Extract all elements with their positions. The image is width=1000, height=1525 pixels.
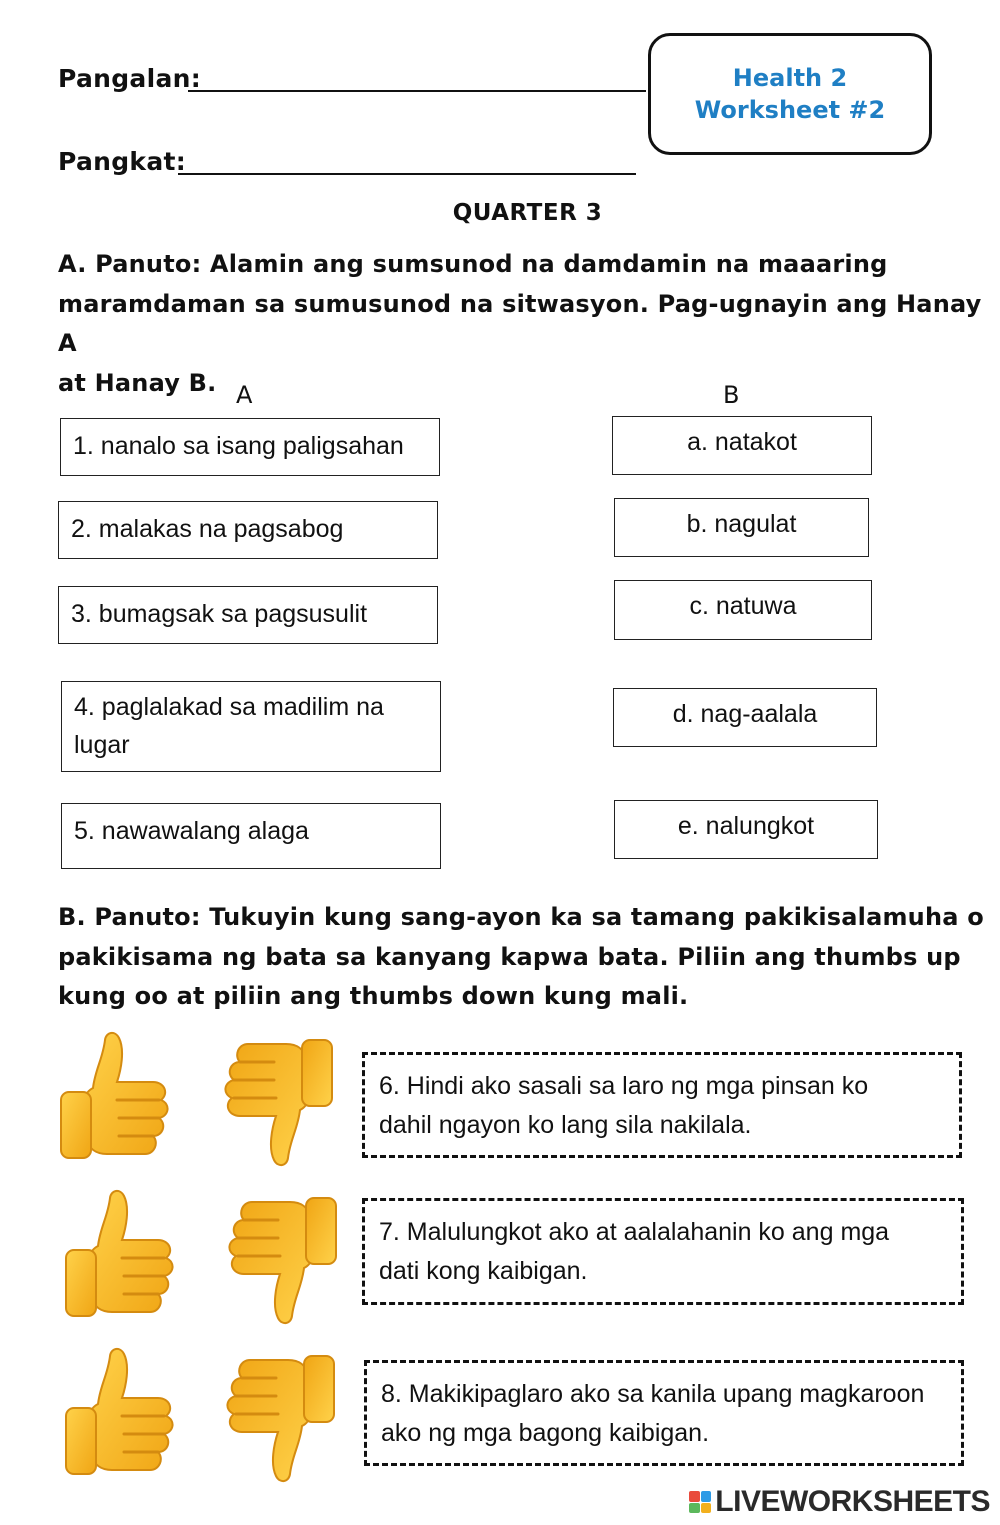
instruction-line: B. Panuto: Tukuyin kung sang-ayon ka sa tamang pakikisalamuha o: [58, 903, 984, 931]
title-box: [648, 33, 932, 155]
statement-line: dati kong kaibigan.: [379, 1257, 588, 1285]
statement-line: 7. Malulungkot ako at aalalahanin ko ang mga: [379, 1218, 890, 1246]
name-label: Pangalan:: [58, 64, 202, 93]
statement-line: ako ng mga bagong kaibigan.: [381, 1419, 710, 1447]
name-line[interactable]: [188, 90, 646, 92]
thumbs-down-icon[interactable]: [218, 1030, 338, 1168]
column-b-item-b[interactable]: b. nagulat: [614, 498, 869, 557]
column-b-header: B: [723, 381, 740, 409]
thumbs-up-icon[interactable]: [60, 1188, 180, 1326]
column-a-item-3[interactable]: 3. bumagsak sa pagsusulit: [58, 586, 438, 644]
column-a-item-5[interactable]: 5. nawawalang alaga: [61, 803, 441, 869]
column-b-item-d[interactable]: d. nag-aalala: [613, 688, 877, 747]
liveworksheets-logo: [689, 1485, 990, 1519]
quarter-heading: QUARTER 3: [452, 200, 603, 226]
section-line[interactable]: [178, 173, 636, 175]
part-a-instruction: [58, 245, 1000, 403]
statement-box-8: [364, 1360, 964, 1466]
instruction-line: maramdaman sa sumusunod na sitwasyon. Pag-ugnayin ang Hanay A: [58, 289, 982, 357]
column-a-header: A: [236, 381, 253, 409]
instruction-line: kung oo at piliin ang thumbs down kung mali.: [58, 982, 689, 1010]
thumbs-up-icon[interactable]: [55, 1030, 175, 1168]
subject-title: Health 2: [732, 64, 848, 92]
column-b-item-a[interactable]: a. natakot: [612, 416, 872, 475]
instruction-line: A. Panuto: Alamin ang sumsunod na damdamin na maaaring: [58, 250, 888, 278]
statement-line: 6. Hindi ako sasali sa laro ng mga pinsan ko: [379, 1072, 869, 1100]
instruction-line: at Hanay B.: [58, 368, 217, 397]
thumbs-up-icon[interactable]: [60, 1346, 180, 1484]
column-a-item-1[interactable]: 1. nanalo sa isang paligsahan: [60, 418, 440, 476]
statement-line: dahil ngayon ko lang sila nakilala.: [379, 1111, 752, 1139]
brand-name: LIVEWORKSHEETS: [715, 1485, 990, 1518]
statement-box-7: [362, 1198, 964, 1305]
column-a-item-2[interactable]: 2. malakas na pagsabog: [58, 501, 438, 559]
worksheet-title: Worksheet #2: [694, 96, 886, 124]
column-b-item-e[interactable]: e. nalungkot: [614, 800, 878, 859]
section-label: Pangkat:: [58, 147, 187, 176]
thumbs-down-icon[interactable]: [220, 1346, 340, 1484]
column-b-item-c[interactable]: c. natuwa: [614, 580, 872, 640]
statement-line: 8. Makikipaglaro ako sa kanila upang magkaroon: [381, 1380, 925, 1408]
part-b-instruction: [58, 898, 984, 1017]
thumbs-down-icon[interactable]: [222, 1188, 342, 1326]
logo-mark-icon: [689, 1491, 711, 1513]
instruction-line: pakikisama ng bata sa kanyang kapwa bata. Piliin ang thumbs up: [58, 942, 961, 971]
statement-box-6: [362, 1052, 962, 1158]
column-a-item-4[interactable]: 4. paglalakad sa madilim na lugar: [61, 681, 441, 772]
